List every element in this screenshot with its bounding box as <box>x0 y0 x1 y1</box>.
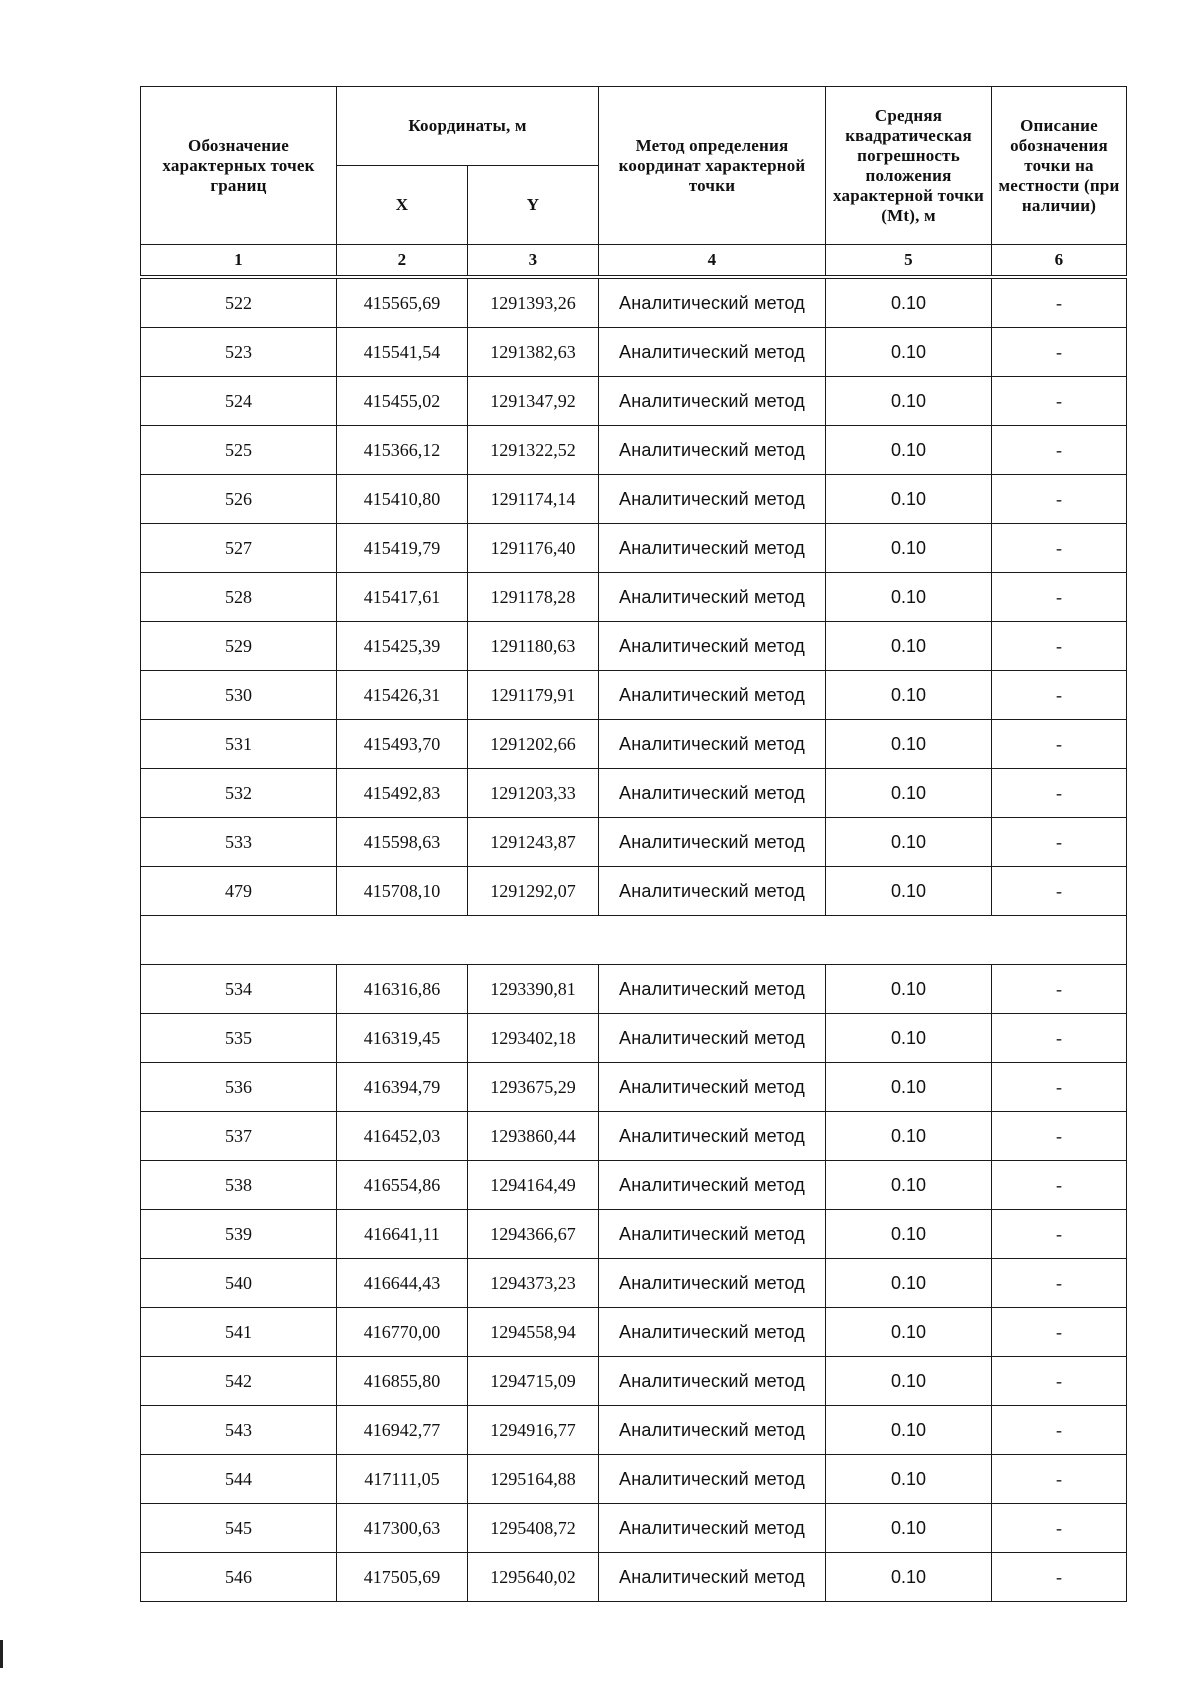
method-cell: Аналитический метод <box>599 377 826 426</box>
table-row <box>141 524 1127 573</box>
description-cell: - <box>992 720 1127 769</box>
point-number-cell: 533 <box>141 818 337 867</box>
description-cell: - <box>992 1063 1127 1112</box>
point-number-cell: 524 <box>141 377 337 426</box>
method-cell: Аналитический метод <box>599 622 826 671</box>
y-coordinate-cell: 1294366,67 <box>468 1210 599 1259</box>
method-cell: Аналитический метод <box>599 277 826 328</box>
y-coordinate-cell: 1295408,72 <box>468 1504 599 1553</box>
table-row <box>141 769 1127 818</box>
x-coordinate-cell: 417300,63 <box>337 1504 468 1553</box>
x-coordinate-cell: 415708,10 <box>337 867 468 916</box>
method-cell: Аналитический метод <box>599 1553 826 1602</box>
point-number-cell: 530 <box>141 671 337 720</box>
error-cell: 0.10 <box>826 277 992 328</box>
y-coordinate-cell: 1291382,63 <box>468 328 599 377</box>
error-cell: 0.10 <box>826 1259 992 1308</box>
method-cell: Аналитический метод <box>599 818 826 867</box>
header-method: Метод определения координат характерной точки <box>599 87 826 245</box>
y-coordinate-cell: 1295640,02 <box>468 1553 599 1602</box>
error-cell: 0.10 <box>826 1308 992 1357</box>
description-cell: - <box>992 277 1127 328</box>
x-coordinate-cell: 415425,39 <box>337 622 468 671</box>
error-cell: 0.10 <box>826 1210 992 1259</box>
table-header <box>141 87 1127 278</box>
description-cell: - <box>992 1553 1127 1602</box>
method-cell: Аналитический метод <box>599 1259 826 1308</box>
point-number-cell: 522 <box>141 277 337 328</box>
table-row <box>141 1406 1127 1455</box>
table-row <box>141 622 1127 671</box>
header-point-designation: Обозначение характерных точек границ <box>141 87 337 245</box>
table-row <box>141 573 1127 622</box>
point-number-cell: 539 <box>141 1210 337 1259</box>
error-cell: 0.10 <box>826 1014 992 1063</box>
x-coordinate-cell: 416855,80 <box>337 1357 468 1406</box>
point-number-cell: 537 <box>141 1112 337 1161</box>
method-cell: Аналитический метод <box>599 1112 826 1161</box>
method-cell: Аналитический метод <box>599 328 826 377</box>
error-cell: 0.10 <box>826 867 992 916</box>
table-row <box>141 1357 1127 1406</box>
y-coordinate-cell: 1291322,52 <box>468 426 599 475</box>
column-number: 4 <box>599 245 826 278</box>
point-number-cell: 525 <box>141 426 337 475</box>
header-y: Y <box>468 166 599 245</box>
y-coordinate-cell: 1294164,49 <box>468 1161 599 1210</box>
separator-row <box>141 916 1127 965</box>
description-cell: - <box>992 1259 1127 1308</box>
error-cell: 0.10 <box>826 1504 992 1553</box>
table-row <box>141 277 1127 328</box>
point-number-cell: 528 <box>141 573 337 622</box>
method-cell: Аналитический метод <box>599 1504 826 1553</box>
description-cell: - <box>992 1112 1127 1161</box>
description-cell: - <box>992 426 1127 475</box>
error-cell: 0.10 <box>826 1455 992 1504</box>
y-coordinate-cell: 1291202,66 <box>468 720 599 769</box>
method-cell: Аналитический метод <box>599 671 826 720</box>
table-row <box>141 377 1127 426</box>
description-cell: - <box>992 769 1127 818</box>
x-coordinate-cell: 416942,77 <box>337 1406 468 1455</box>
point-number-cell: 540 <box>141 1259 337 1308</box>
table-row <box>141 1063 1127 1112</box>
table-row <box>141 671 1127 720</box>
table-row <box>141 1259 1127 1308</box>
y-coordinate-cell: 1293675,29 <box>468 1063 599 1112</box>
table-row <box>141 1455 1127 1504</box>
separator-cell <box>141 916 1127 965</box>
scan-edge-mark <box>0 1640 3 1668</box>
description-cell: - <box>992 377 1127 426</box>
header-x: X <box>337 166 468 245</box>
y-coordinate-cell: 1291292,07 <box>468 867 599 916</box>
table-body <box>141 277 1127 1602</box>
description-cell: - <box>992 965 1127 1014</box>
y-coordinate-cell: 1291179,91 <box>468 671 599 720</box>
description-cell: - <box>992 573 1127 622</box>
point-number-cell: 523 <box>141 328 337 377</box>
y-coordinate-cell: 1291393,26 <box>468 277 599 328</box>
table-row <box>141 475 1127 524</box>
table-row <box>141 1553 1127 1602</box>
point-number-cell: 542 <box>141 1357 337 1406</box>
y-coordinate-cell: 1291174,14 <box>468 475 599 524</box>
x-coordinate-cell: 415417,61 <box>337 573 468 622</box>
table-row <box>141 328 1127 377</box>
x-coordinate-cell: 416316,86 <box>337 965 468 1014</box>
error-cell: 0.10 <box>826 965 992 1014</box>
description-cell: - <box>992 622 1127 671</box>
x-coordinate-cell: 415492,83 <box>337 769 468 818</box>
x-coordinate-cell: 415455,02 <box>337 377 468 426</box>
error-cell: 0.10 <box>826 1112 992 1161</box>
x-coordinate-cell: 417505,69 <box>337 1553 468 1602</box>
method-cell: Аналитический метод <box>599 1308 826 1357</box>
description-cell: - <box>992 671 1127 720</box>
error-cell: 0.10 <box>826 1357 992 1406</box>
x-coordinate-cell: 415410,80 <box>337 475 468 524</box>
table-row <box>141 965 1127 1014</box>
header-description: Описание обозначения точки на местности (при наличии) <box>992 87 1127 245</box>
error-cell: 0.10 <box>826 328 992 377</box>
x-coordinate-cell: 416641,11 <box>337 1210 468 1259</box>
y-coordinate-cell: 1294916,77 <box>468 1406 599 1455</box>
point-number-cell: 529 <box>141 622 337 671</box>
point-number-cell: 538 <box>141 1161 337 1210</box>
point-number-cell: 532 <box>141 769 337 818</box>
column-number: 5 <box>826 245 992 278</box>
error-cell: 0.10 <box>826 573 992 622</box>
column-number: 6 <box>992 245 1127 278</box>
method-cell: Аналитический метод <box>599 573 826 622</box>
error-cell: 0.10 <box>826 769 992 818</box>
x-coordinate-cell: 415541,54 <box>337 328 468 377</box>
table-row <box>141 1014 1127 1063</box>
column-number: 2 <box>337 245 468 278</box>
x-coordinate-cell: 415419,79 <box>337 524 468 573</box>
y-coordinate-cell: 1294558,94 <box>468 1308 599 1357</box>
method-cell: Аналитический метод <box>599 475 826 524</box>
point-number-cell: 536 <box>141 1063 337 1112</box>
point-number-cell: 527 <box>141 524 337 573</box>
point-number-cell: 479 <box>141 867 337 916</box>
method-cell: Аналитический метод <box>599 426 826 475</box>
column-number: 3 <box>468 245 599 278</box>
x-coordinate-cell: 416394,79 <box>337 1063 468 1112</box>
error-cell: 0.10 <box>826 1553 992 1602</box>
y-coordinate-cell: 1291178,28 <box>468 573 599 622</box>
error-cell: 0.10 <box>826 1063 992 1112</box>
error-cell: 0.10 <box>826 524 992 573</box>
x-coordinate-cell: 416452,03 <box>337 1112 468 1161</box>
error-cell: 0.10 <box>826 426 992 475</box>
x-coordinate-cell: 416319,45 <box>337 1014 468 1063</box>
point-number-cell: 546 <box>141 1553 337 1602</box>
error-cell: 0.10 <box>826 622 992 671</box>
description-cell: - <box>992 1406 1127 1455</box>
x-coordinate-cell: 416770,00 <box>337 1308 468 1357</box>
y-coordinate-cell: 1294373,23 <box>468 1259 599 1308</box>
y-coordinate-cell: 1293390,81 <box>468 965 599 1014</box>
point-number-cell: 531 <box>141 720 337 769</box>
description-cell: - <box>992 1308 1127 1357</box>
y-coordinate-cell: 1294715,09 <box>468 1357 599 1406</box>
table-row <box>141 720 1127 769</box>
table-row <box>141 1161 1127 1210</box>
point-number-cell: 534 <box>141 965 337 1014</box>
column-number: 1 <box>141 245 337 278</box>
point-number-cell: 526 <box>141 475 337 524</box>
y-coordinate-cell: 1291176,40 <box>468 524 599 573</box>
y-coordinate-cell: 1291180,63 <box>468 622 599 671</box>
method-cell: Аналитический метод <box>599 1063 826 1112</box>
x-coordinate-cell: 415493,70 <box>337 720 468 769</box>
coordinates-table <box>140 86 1127 1602</box>
point-number-cell: 543 <box>141 1406 337 1455</box>
method-cell: Аналитический метод <box>599 1357 826 1406</box>
method-cell: Аналитический метод <box>599 965 826 1014</box>
method-cell: Аналитический метод <box>599 720 826 769</box>
x-coordinate-cell: 415366,12 <box>337 426 468 475</box>
x-coordinate-cell: 417111,05 <box>337 1455 468 1504</box>
description-cell: - <box>992 1161 1127 1210</box>
table-row <box>141 1210 1127 1259</box>
table-row <box>141 1308 1127 1357</box>
column-number-row <box>141 245 1127 278</box>
method-cell: Аналитический метод <box>599 1014 826 1063</box>
description-cell: - <box>992 328 1127 377</box>
table-row <box>141 818 1127 867</box>
table-row <box>141 1112 1127 1161</box>
error-cell: 0.10 <box>826 377 992 426</box>
description-cell: - <box>992 1455 1127 1504</box>
method-cell: Аналитический метод <box>599 1406 826 1455</box>
description-cell: - <box>992 1357 1127 1406</box>
y-coordinate-cell: 1291243,87 <box>468 818 599 867</box>
x-coordinate-cell: 415426,31 <box>337 671 468 720</box>
point-number-cell: 544 <box>141 1455 337 1504</box>
description-cell: - <box>992 475 1127 524</box>
y-coordinate-cell: 1293402,18 <box>468 1014 599 1063</box>
error-cell: 0.10 <box>826 1161 992 1210</box>
y-coordinate-cell: 1291347,92 <box>468 377 599 426</box>
error-cell: 0.10 <box>826 475 992 524</box>
point-number-cell: 541 <box>141 1308 337 1357</box>
description-cell: - <box>992 524 1127 573</box>
error-cell: 0.10 <box>826 671 992 720</box>
header-coordinates: Координаты, м <box>337 87 599 166</box>
header-mean-square-error: Средняя квадратическая погрешность положения характерной точки (Mt), м <box>826 87 992 245</box>
table-row <box>141 426 1127 475</box>
error-cell: 0.10 <box>826 818 992 867</box>
y-coordinate-cell: 1291203,33 <box>468 769 599 818</box>
error-cell: 0.10 <box>826 720 992 769</box>
method-cell: Аналитический метод <box>599 524 826 573</box>
description-cell: - <box>992 1014 1127 1063</box>
table-row <box>141 867 1127 916</box>
description-cell: - <box>992 867 1127 916</box>
point-number-cell: 545 <box>141 1504 337 1553</box>
x-coordinate-cell: 415565,69 <box>337 277 468 328</box>
method-cell: Аналитический метод <box>599 1161 826 1210</box>
x-coordinate-cell: 415598,63 <box>337 818 468 867</box>
y-coordinate-cell: 1295164,88 <box>468 1455 599 1504</box>
x-coordinate-cell: 416554,86 <box>337 1161 468 1210</box>
description-cell: - <box>992 1210 1127 1259</box>
method-cell: Аналитический метод <box>599 1455 826 1504</box>
point-number-cell: 535 <box>141 1014 337 1063</box>
method-cell: Аналитический метод <box>599 769 826 818</box>
method-cell: Аналитический метод <box>599 1210 826 1259</box>
method-cell: Аналитический метод <box>599 867 826 916</box>
description-cell: - <box>992 818 1127 867</box>
error-cell: 0.10 <box>826 1406 992 1455</box>
x-coordinate-cell: 416644,43 <box>337 1259 468 1308</box>
table-row <box>141 1504 1127 1553</box>
y-coordinate-cell: 1293860,44 <box>468 1112 599 1161</box>
description-cell: - <box>992 1504 1127 1553</box>
